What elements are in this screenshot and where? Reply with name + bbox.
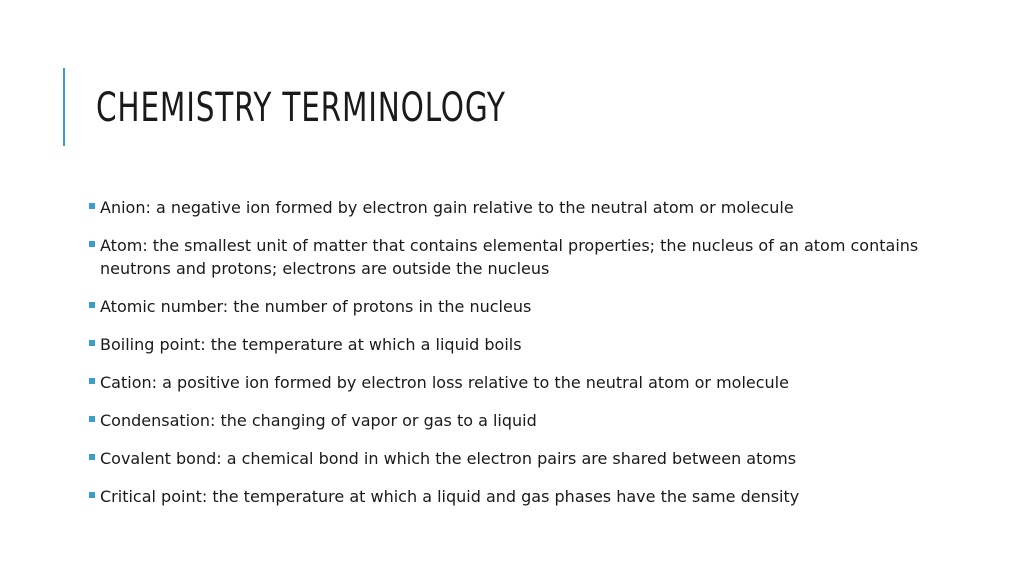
term-text: Boiling point: the temperature at which a liquid boils [100,335,522,354]
square-bullet-icon [89,302,95,308]
square-bullet-icon [89,454,95,460]
term-item-atomic-number [88,295,968,318]
square-bullet-icon [89,492,95,498]
square-bullet-icon [89,241,95,247]
term-text: Atom: the smallest unit of matter that contains elemental properties; the nucleus of an atom contains neutrons and protons; electrons are outside the nucleus [100,236,919,278]
title-accent-bar [63,68,65,146]
term-item-cation [88,371,968,394]
slide-title: CHEMISTRY TERMINOLOGY [96,85,506,131]
term-item-critical-point [88,485,968,508]
term-text: Cation: a positive ion formed by electron loss relative to the neutral atom or molecule [100,373,789,392]
term-item-atom [88,234,968,280]
term-text: Condensation: the changing of vapor or gas to a liquid [100,411,537,430]
term-text: Critical point: the temperature at which a liquid and gas phases have the same density [100,487,800,506]
square-bullet-icon [89,378,95,384]
term-item-covalent-bond [88,447,968,470]
term-item-condensation [88,409,968,432]
square-bullet-icon [89,340,95,346]
term-text: Anion: a negative ion formed by electron gain relative to the neutral atom or molecule [100,198,794,217]
term-item-boiling-point [88,333,968,356]
square-bullet-icon [89,203,95,209]
term-text: Atomic number: the number of protons in the nucleus [100,297,532,316]
term-text: Covalent bond: a chemical bond in which the electron pairs are shared between atoms [100,449,797,468]
term-item-anion [88,196,968,219]
term-list [88,196,968,523]
square-bullet-icon [89,416,95,422]
